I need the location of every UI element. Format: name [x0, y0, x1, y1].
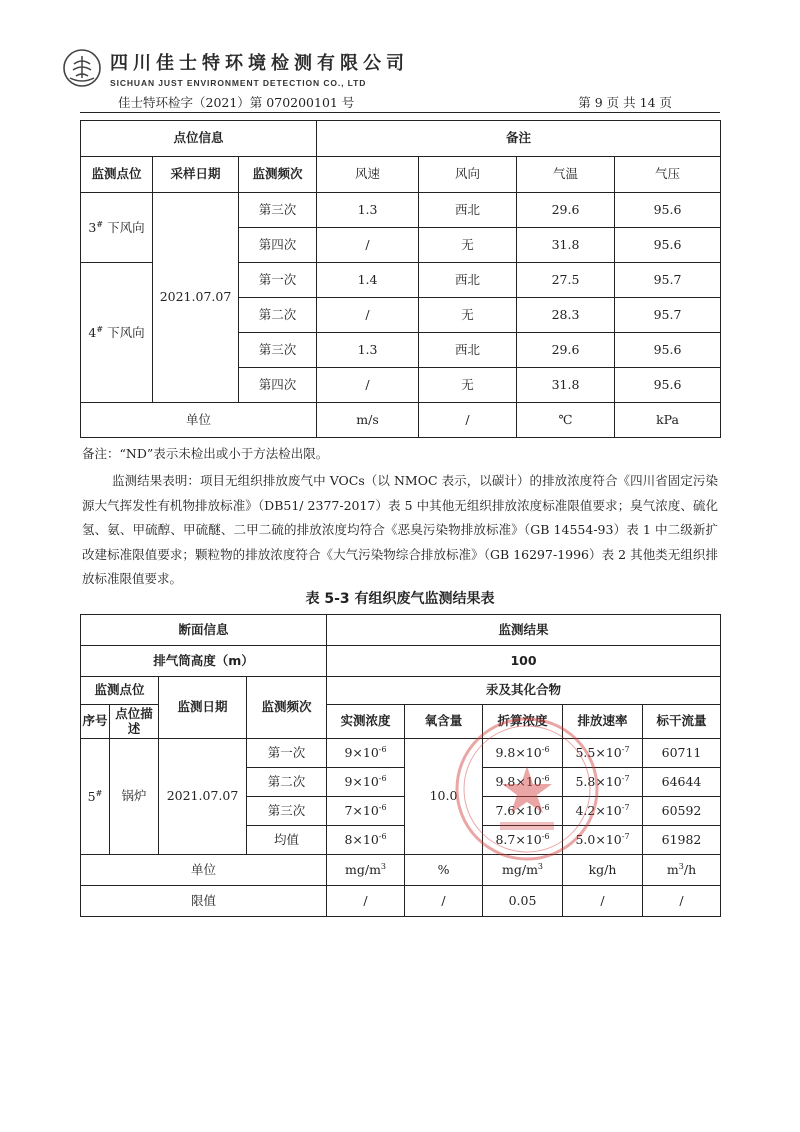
weather-table	[80, 120, 721, 438]
company-logo-icon	[62, 48, 102, 88]
unit-cell: m/s	[317, 403, 419, 438]
press-cell: 95.6	[615, 193, 721, 228]
temp-cell: 31.8	[517, 228, 615, 263]
limit-cell: /	[643, 886, 721, 917]
press-cell: 95.7	[615, 298, 721, 333]
company-header	[62, 48, 409, 88]
col-flow: 标干流量	[643, 705, 721, 739]
dir-cell: 无	[419, 228, 517, 263]
press-cell: 95.7	[615, 263, 721, 298]
temp-cell: 28.3	[517, 298, 615, 333]
freq-cell: 第三次	[239, 193, 317, 228]
date-label: 监测日期	[159, 677, 247, 739]
stack-height-value: 100	[327, 646, 721, 677]
company-name-cn: 四川佳士特环境检测有限公司	[110, 52, 409, 74]
limit-cell: /	[563, 886, 643, 917]
freq-cell: 第一次	[247, 739, 327, 768]
flow-cell: 64644	[643, 768, 721, 797]
unit-cell: $mg/m^3$	[327, 855, 405, 886]
th-date: 采样日期	[153, 157, 239, 193]
meas-cell: $8\times 10^{-6}$	[327, 826, 405, 855]
freq-cell: 第二次	[239, 298, 317, 333]
flow-cell: 60711	[643, 739, 721, 768]
flow-cell: 61982	[643, 826, 721, 855]
oxygen-cell: 10.0	[405, 739, 483, 855]
col-oxygen: 氧含量	[405, 705, 483, 739]
report-number: 佳士特环检字（2021）第 070200101 号	[118, 95, 355, 110]
unit-cell: ℃	[517, 403, 615, 438]
conv-cell: $9.8\times 10^{-6}$	[483, 739, 563, 768]
temp-cell: 29.6	[517, 193, 615, 228]
rate-cell: $5.0\times 10^{-7}$	[563, 826, 643, 855]
stack-height-label: 排气筒高度（m）	[81, 646, 327, 677]
group-remarks: 备注	[317, 121, 721, 157]
th-wind-dir: 风向	[419, 157, 517, 193]
meas-cell: $9\times 10^{-6}$	[327, 768, 405, 797]
col-rate: 排放速率	[563, 705, 643, 739]
date-cell: 2021.07.07	[153, 193, 239, 403]
unit-cell: kg/h	[563, 855, 643, 886]
unit-label: 单位	[81, 403, 317, 438]
temp-cell: 29.6	[517, 333, 615, 368]
pollutant-label: 汞及其化合物	[327, 677, 721, 705]
emission-table	[80, 614, 721, 917]
flow-cell: 60592	[643, 797, 721, 826]
unit-cell: %	[405, 855, 483, 886]
unit-cell: $mg/m^3$	[483, 855, 563, 886]
col-measured: 实测浓度	[327, 705, 405, 739]
unit-label: 单位	[81, 855, 327, 886]
limit-label: 限值	[81, 886, 327, 917]
dir-cell: 无	[419, 298, 517, 333]
conclusion-paragraph: 监测结果表明：项目无组织排放废气中 VOCs（以 NMOC 表示，以碳计）的排放浓度符合《四川省固定污染源大气挥发性有机物排放标准》（DB51/ 2377-2017）表 5 中其他无组织排放浓度标准限值要求；臭气浓度、硫化氢、氨、甲硫醇、甲硫醚、二甲二硫的排放浓度均符合《恶臭污染物排放标准》（GB 14554-93）表 1 中二级新扩改建标准限值要求；颗粒物的排放浓度符合《大气污染物综合排放标准》（GB 16297-1996）表 2 其他类无组织排放标准限值要求。	[82, 473, 718, 586]
table-title: 表 5-3 有组织废气监测结果表	[305, 591, 495, 607]
dir-cell: 西北	[419, 263, 517, 298]
th-pressure: 气压	[615, 157, 721, 193]
header-divider	[80, 112, 720, 113]
conv-cell: $7.6\times 10^{-6}$	[483, 797, 563, 826]
section-info: 断面信息	[81, 615, 327, 646]
temp-cell: 31.8	[517, 368, 615, 403]
freq-cell: 第一次	[239, 263, 317, 298]
th-freq: 监测频次	[239, 157, 317, 193]
seq-cell: 5#	[81, 739, 110, 855]
col-converted: 折算浓度	[483, 705, 563, 739]
nd-note: 备注：“ND”表示未检出或小于方法检出限。	[82, 446, 329, 461]
dir-cell: 西北	[419, 193, 517, 228]
desc-label: 点位描述	[110, 705, 159, 739]
dir-cell: 无	[419, 368, 517, 403]
press-cell: 95.6	[615, 333, 721, 368]
freq-label: 监测频次	[247, 677, 327, 739]
temp-cell: 27.5	[517, 263, 615, 298]
unit-cell: $m^3/h$	[643, 855, 721, 886]
th-temp: 气温	[517, 157, 615, 193]
rate-cell: $5.5\times 10^{-7}$	[563, 739, 643, 768]
speed-cell: 1.4	[317, 263, 419, 298]
point-label: 监测点位	[81, 677, 159, 705]
freq-cell: 第三次	[247, 797, 327, 826]
speed-cell: /	[317, 228, 419, 263]
unit-cell: /	[419, 403, 517, 438]
seq-label: 序号	[81, 705, 110, 739]
press-cell: 95.6	[615, 368, 721, 403]
speed-cell: /	[317, 368, 419, 403]
conv-cell: $8.7\times 10^{-6}$	[483, 826, 563, 855]
press-cell: 95.6	[615, 228, 721, 263]
point-4-cell: 4# 下风向	[81, 263, 153, 403]
unit-cell: kPa	[615, 403, 721, 438]
dir-cell: 西北	[419, 333, 517, 368]
meas-cell: $9\times 10^{-6}$	[327, 739, 405, 768]
limit-cell: /	[405, 886, 483, 917]
freq-cell: 第三次	[239, 333, 317, 368]
freq-cell: 均值	[247, 826, 327, 855]
freq-cell: 第二次	[247, 768, 327, 797]
speed-cell: /	[317, 298, 419, 333]
date-cell: 2021.07.07	[159, 739, 247, 855]
th-wind-speed: 风速	[317, 157, 419, 193]
limit-cell: /	[327, 886, 405, 917]
speed-cell: 1.3	[317, 193, 419, 228]
point-3-cell: 3# 下风向	[81, 193, 153, 263]
rate-cell: $4.2\times 10^{-7}$	[563, 797, 643, 826]
company-name-en: SICHUAN JUST ENVIRONMENT DETECTION CO., LTD	[110, 77, 367, 88]
freq-cell: 第四次	[239, 368, 317, 403]
limit-cell: 0.05	[483, 886, 563, 917]
meas-cell: $7\times 10^{-6}$	[327, 797, 405, 826]
rate-cell: $5.8\times 10^{-7}$	[563, 768, 643, 797]
desc-cell: 锅炉	[110, 739, 159, 855]
page-number: 第 9 页 共 14 页	[578, 95, 672, 110]
conv-cell: $9.8\times 10^{-6}$	[483, 768, 563, 797]
speed-cell: 1.3	[317, 333, 419, 368]
report-header	[118, 93, 672, 111]
th-point: 监测点位	[81, 157, 153, 193]
freq-cell: 第四次	[239, 228, 317, 263]
group-point-info: 点位信息	[81, 121, 317, 157]
results-header: 监测结果	[327, 615, 721, 646]
